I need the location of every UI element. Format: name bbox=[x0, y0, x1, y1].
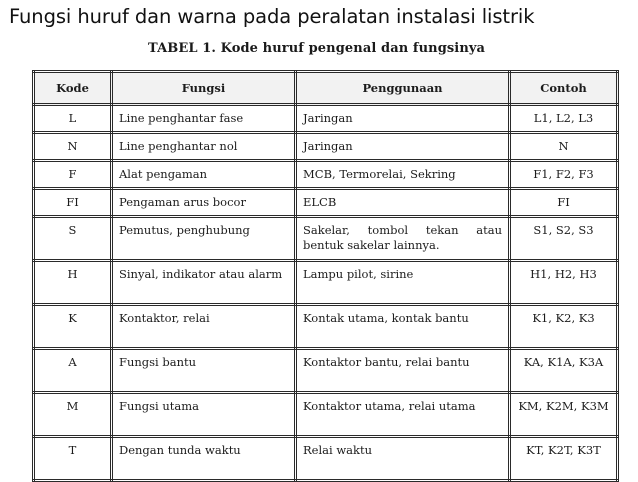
cell-contoh: N bbox=[510, 133, 618, 161]
table-row bbox=[34, 189, 618, 217]
table-row bbox=[34, 133, 618, 161]
table-row bbox=[34, 161, 618, 189]
cell-contoh: FI bbox=[510, 189, 618, 217]
cell-penggunaan: Kontak utama, kontak bantu bbox=[296, 305, 510, 349]
cell-penggunaan: Jaringan bbox=[296, 133, 510, 161]
kode-huruf-table bbox=[32, 70, 619, 482]
cell-kode: S bbox=[34, 217, 112, 261]
cell-fungsi: Pengaman arus bocor bbox=[112, 189, 296, 217]
cell-penggunaan: MCB, Termorelai, Sekring bbox=[296, 161, 510, 189]
cell-contoh: S1, S2, S3 bbox=[510, 217, 618, 261]
cell-penggunaan: Lampu pilot, sirine bbox=[296, 261, 510, 305]
cell-penggunaan: ELCB bbox=[296, 189, 510, 217]
cell-contoh: KA, K1A, K3A bbox=[510, 349, 618, 393]
table-row bbox=[34, 393, 618, 437]
cell-kode: N bbox=[34, 133, 112, 161]
cell-contoh: KM, K2M, K3M bbox=[510, 393, 618, 437]
cell-penggunaan: Relai waktu bbox=[296, 437, 510, 481]
table-caption: TABEL 1. Kode huruf pengenal dan fungsinya bbox=[148, 41, 486, 56]
header-fungsi: Fungsi bbox=[112, 72, 296, 105]
cell-kode: K bbox=[34, 305, 112, 349]
cell-kode: L bbox=[34, 105, 112, 133]
cell-contoh: F1, F2, F3 bbox=[510, 161, 618, 189]
cell-fungsi: Kontaktor, relai bbox=[112, 305, 296, 349]
header-kode: Kode bbox=[34, 72, 112, 105]
cell-contoh: K1, K2, K3 bbox=[510, 305, 618, 349]
cell-contoh: L1, L2, L3 bbox=[510, 105, 618, 133]
cell-kode: T bbox=[34, 437, 112, 481]
table-row bbox=[34, 349, 618, 393]
header-contoh: Contoh bbox=[510, 72, 618, 105]
slide-title: Fungsi huruf dan warna pada peralatan instalasi listrik bbox=[9, 5, 535, 28]
cell-penggunaan: Jaringan bbox=[296, 105, 510, 133]
cell-fungsi: Pemutus, penghubung bbox=[112, 217, 296, 261]
cell-penggunaan: Kontaktor bantu, relai bantu bbox=[296, 349, 510, 393]
cell-penggunaan: Sakelar, tombol tekan atau bentuk sakelar lainnya. bbox=[296, 217, 510, 261]
cell-kode: FI bbox=[34, 189, 112, 217]
cell-fungsi: Fungsi utama bbox=[112, 393, 296, 437]
cell-fungsi: Dengan tunda waktu bbox=[112, 437, 296, 481]
cell-fungsi: Alat pengaman bbox=[112, 161, 296, 189]
cell-penggunaan: Kontaktor utama, relai utama bbox=[296, 393, 510, 437]
cell-contoh: H1, H2, H3 bbox=[510, 261, 618, 305]
cell-fungsi: Fungsi bantu bbox=[112, 349, 296, 393]
table-row bbox=[34, 105, 618, 133]
cell-kode: A bbox=[34, 349, 112, 393]
table-row bbox=[34, 437, 618, 481]
table-header-row bbox=[34, 72, 618, 105]
cell-kode: H bbox=[34, 261, 112, 305]
table-row bbox=[34, 305, 618, 349]
cell-contoh: KT, K2T, K3T bbox=[510, 437, 618, 481]
table-container bbox=[32, 70, 616, 482]
cell-kode: M bbox=[34, 393, 112, 437]
cell-fungsi: Line penghantar fase bbox=[112, 105, 296, 133]
table-row bbox=[34, 217, 618, 261]
cell-fungsi: Line penghantar nol bbox=[112, 133, 296, 161]
cell-fungsi: Sinyal, indikator atau alarm bbox=[112, 261, 296, 305]
header-penggunaan: Penggunaan bbox=[296, 72, 510, 105]
table-row bbox=[34, 261, 618, 305]
cell-kode: F bbox=[34, 161, 112, 189]
